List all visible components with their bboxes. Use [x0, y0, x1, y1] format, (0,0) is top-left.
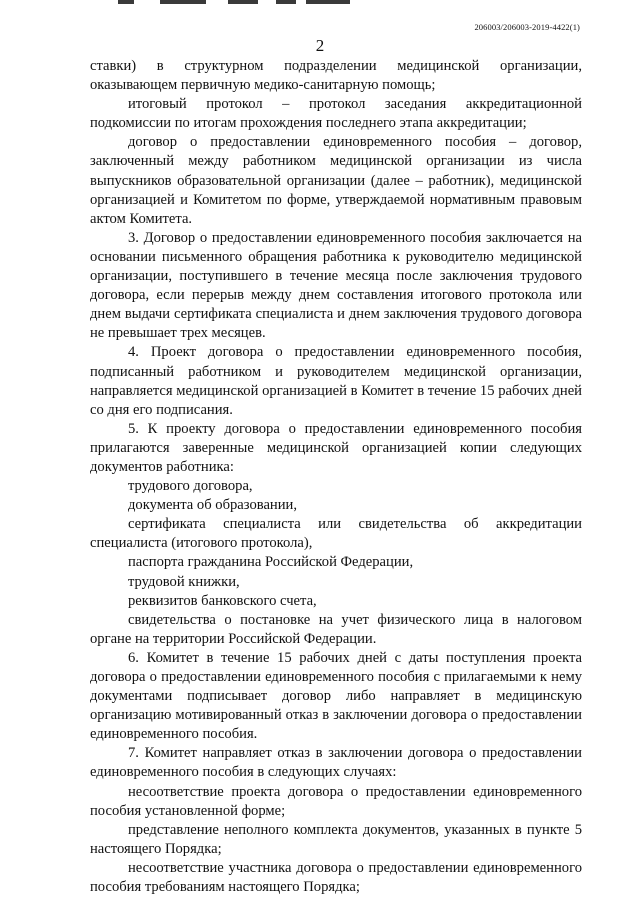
list-item: трудовой книжки,: [128, 573, 240, 590]
paragraph: 7. Комитет направляет отказ в заключении договора о предоставлении единовременного пособия в следующих случаях:: [90, 745, 582, 781]
list-item: сертификата специалиста или свидетельства об аккредитации специалиста (итогового протокола),: [90, 516, 582, 552]
list-item: несоответствие проекта договора о предоставлении единовременного пособия установленной форме;: [90, 783, 582, 819]
paragraph: 6. Комитет в течение 15 рабочих дней с даты поступления проекта договора о предоставлении единовременного пособия с прилагаемыми к нему документами подписывает договор либо направляет в медицинскую организацию мотивированный отказ в заключении договора о предоставлении единовременного пособия.: [90, 649, 582, 743]
list-item: документа об образовании,: [128, 497, 298, 514]
paragraph: ставки) в структурном подразделении медицинской организации, оказывающем первичную медико-санитарную помощь;: [90, 58, 582, 94]
paragraph: итоговый протокол – протокол заседания аккредитационной подкомиссии по итогам прохождения последнего этапа аккредитации;: [90, 96, 582, 132]
list-item: реквизитов банковского счета,: [128, 592, 317, 609]
list-item: представление неполного комплекта документов, указанных в пункте 5 настоящего Порядка;: [90, 821, 582, 857]
document-body: [90, 57, 582, 897]
list-item: свидетельства о постановке на учет физического лица в налоговом органе на территории Российской Федерации.: [90, 611, 582, 647]
document-id: 206003/206003-2019-4422(1): [474, 22, 580, 32]
list-item: паспорта гражданина Российской Федерации,: [128, 554, 414, 571]
page-number: 2: [315, 36, 325, 55]
list-item: трудового договора,: [128, 478, 253, 495]
paragraph: 5. К проекту договора о предоставлении единовременного пособия прилагаются заверенные медицинской организацией копии следующих документов работника:: [90, 420, 582, 475]
list-item: несоответствие участника договора о предоставлении единовременного пособия требованиям настоящего Порядка;: [90, 859, 582, 896]
paragraph: 4. Проект договора о предоставлении единовременного пособия, подписанный работником и руководителем медицинской организации, направляется медицинской организацией в Комитет в течение 15 рабочих дней со дня его подписания.: [90, 344, 582, 418]
scan-artifact: [100, 0, 380, 6]
paragraph: 3. Договор о предоставлении единовременного пособия заключается на основании письменного обращения работника к руководителю медицинской организации, поступившего в течение месяца после заключения трудового договора, если перерыв между днем составления итогового протокола или днем выдачи сертификата специалиста и днем заключения трудового договора не превышает трех месяцев.: [90, 229, 582, 342]
paragraph: договор о предоставлении единовременного пособия – договор, заключенный между работником медицинской организации из числа выпускников образовательной организации (далее – работник), медицинской организацией и Комитетом по форме, утверждаемой нормативным правовым актом Комитета.: [90, 134, 582, 227]
